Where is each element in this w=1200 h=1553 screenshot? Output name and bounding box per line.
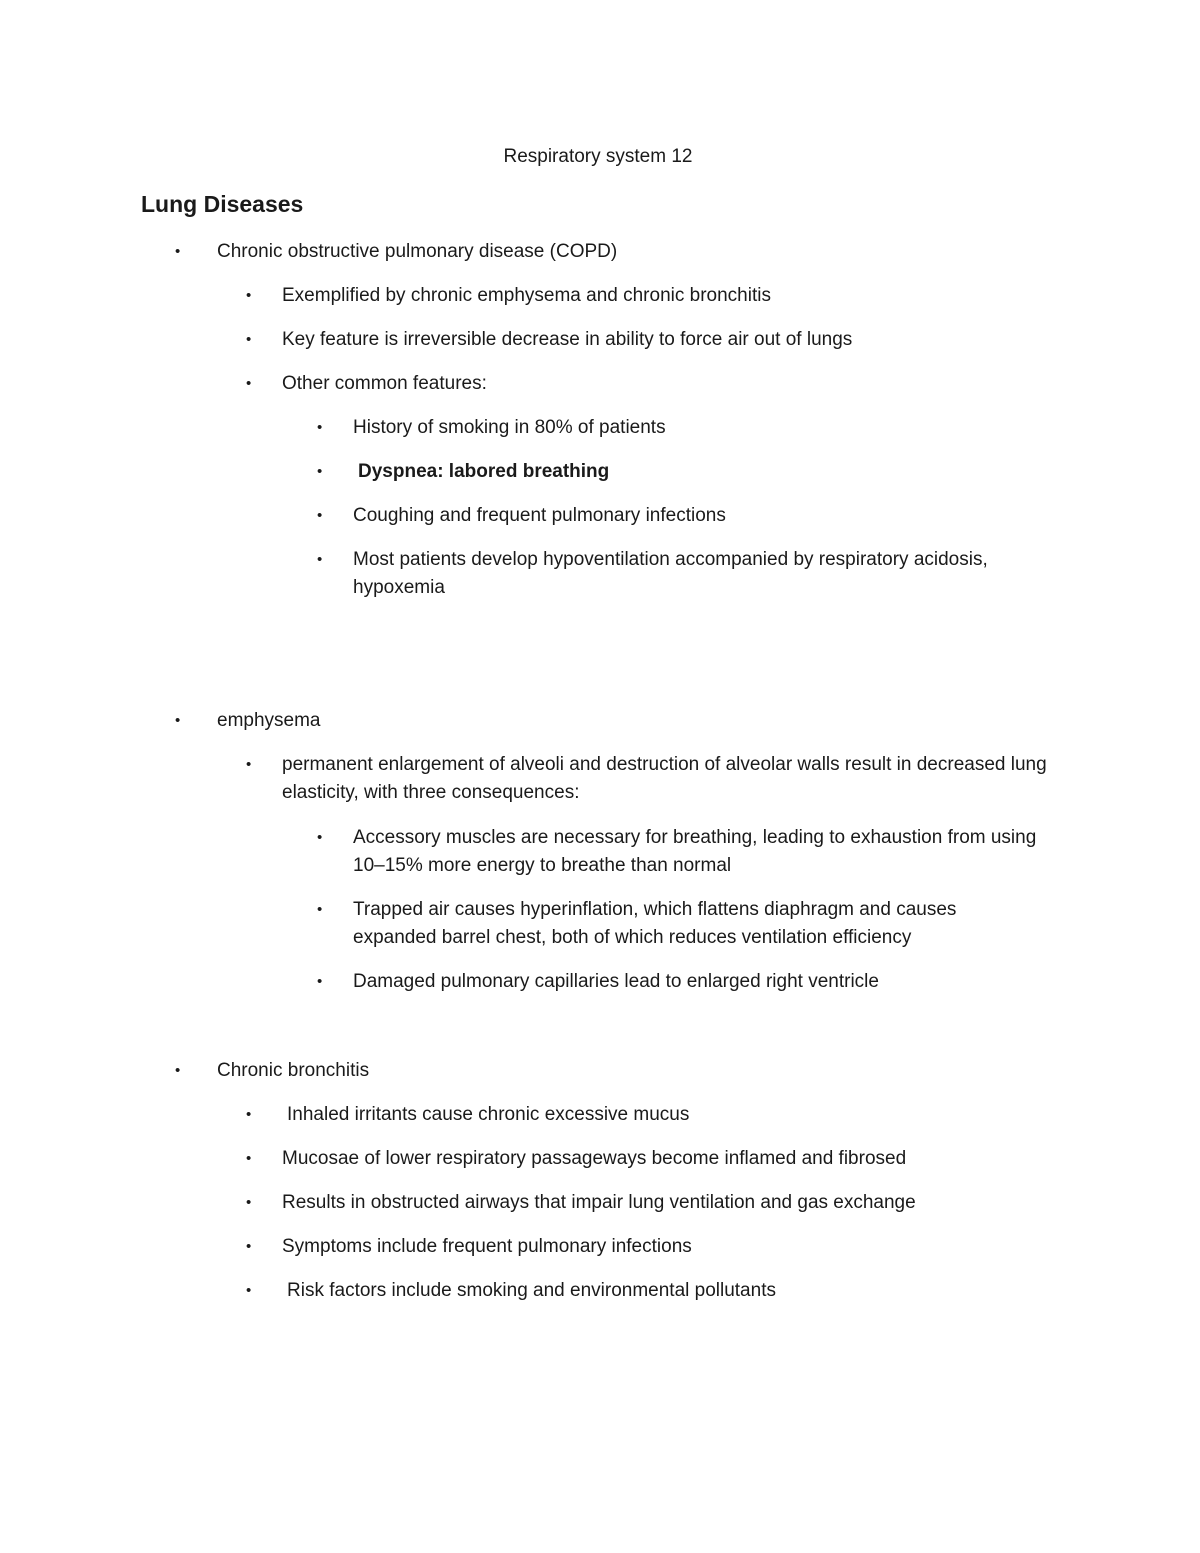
bullet-icon: •: [317, 551, 323, 568]
list-item: [175, 707, 1117, 735]
list-item-text: Inhaled irritants cause chronic excessive mucus: [287, 1104, 690, 1125]
list-item: [246, 370, 1102, 398]
list-item-text: Chronic bronchitis: [217, 1060, 370, 1081]
list-item: [317, 458, 1093, 486]
bullet-icon: •: [246, 287, 252, 304]
list-item: [246, 1145, 1102, 1173]
bullet-icon: •: [317, 829, 323, 846]
bullet-icon: •: [317, 419, 323, 436]
bullet-icon: •: [175, 712, 181, 729]
list-item: [317, 824, 1073, 880]
bullet-icon: •: [246, 1282, 252, 1299]
list-item: [246, 282, 1102, 310]
list-item-text: Risk factors include smoking and environmental pollutants: [287, 1280, 776, 1301]
list-item-text: Coughing and frequent pulmonary infections: [353, 505, 726, 526]
bullet-icon: •: [317, 463, 323, 480]
list-item: [317, 502, 1093, 530]
list-item: [175, 238, 1117, 266]
list-item-text: Exemplified by chronic emphysema and chronic bronchitis: [282, 285, 771, 306]
list-item-text: Results in obstructed airways that impair lung ventilation and gas exchange: [282, 1192, 916, 1213]
bullet-icon: •: [246, 1194, 252, 1211]
bullet-icon: •: [317, 901, 323, 918]
list-item: [246, 1233, 1102, 1261]
list-item-text: History of smoking in 80% of patients: [353, 417, 666, 438]
bullet-icon: •: [317, 507, 323, 524]
list-item: [317, 546, 1043, 602]
list-item: [317, 968, 1093, 996]
list-item: [317, 896, 1013, 952]
list-item: [317, 414, 1093, 442]
list-item-text: Symptoms include frequent pulmonary infections: [282, 1236, 692, 1257]
list-item: [246, 1101, 1102, 1129]
page-header-title: Respiratory system 12: [503, 146, 693, 167]
list-item-text: Damaged pulmonary capillaries lead to enlarged right ventricle: [353, 971, 879, 992]
bullet-icon: •: [246, 331, 252, 348]
bullet-icon: •: [317, 973, 323, 990]
list-item: [246, 1189, 1102, 1217]
bullet-icon: •: [246, 1106, 252, 1123]
bullet-icon: •: [246, 1150, 252, 1167]
list-item-text: Mucosae of lower respiratory passageways become inflamed and fibrosed: [282, 1148, 907, 1169]
bullet-icon: •: [246, 1238, 252, 1255]
list-item: [175, 1057, 1117, 1085]
bullet-icon: •: [246, 375, 252, 392]
bullet-icon: •: [175, 243, 181, 260]
list-item-text: emphysema: [217, 710, 321, 731]
list-item: [246, 326, 1102, 354]
list-item: [246, 1277, 1102, 1305]
list-item-text: Most patients develop hypoventilation accompanied by respiratory acidosis, hypoxemia: [353, 549, 988, 598]
list-item-text: permanent enlargement of alveoli and destruction of alveolar walls result in decreased lung elasticity, with three consequences:: [282, 754, 1047, 803]
list-item-text: Chronic obstructive pulmonary disease (COPD): [217, 241, 618, 262]
list-item-text: Key feature is irreversible decrease in ability to force air out of lungs: [282, 329, 853, 350]
list-item-text: Dyspnea: labored breathing: [358, 461, 610, 482]
list-item: [246, 751, 1052, 807]
list-item-text: Accessory muscles are necessary for breathing, leading to exhaustion from using 10–15% more energy to breathe than normal: [353, 827, 1037, 876]
list-item-text: Trapped air causes hyperinflation, which flattens diaphragm and causes expanded barrel chest, both of which reduces ventilation efficiency: [353, 899, 957, 948]
section-heading: Lung Diseases: [141, 191, 304, 217]
list-item-text: Other common features:: [282, 373, 487, 394]
bullet-icon: •: [246, 756, 252, 773]
bullet-icon: •: [175, 1062, 181, 1079]
